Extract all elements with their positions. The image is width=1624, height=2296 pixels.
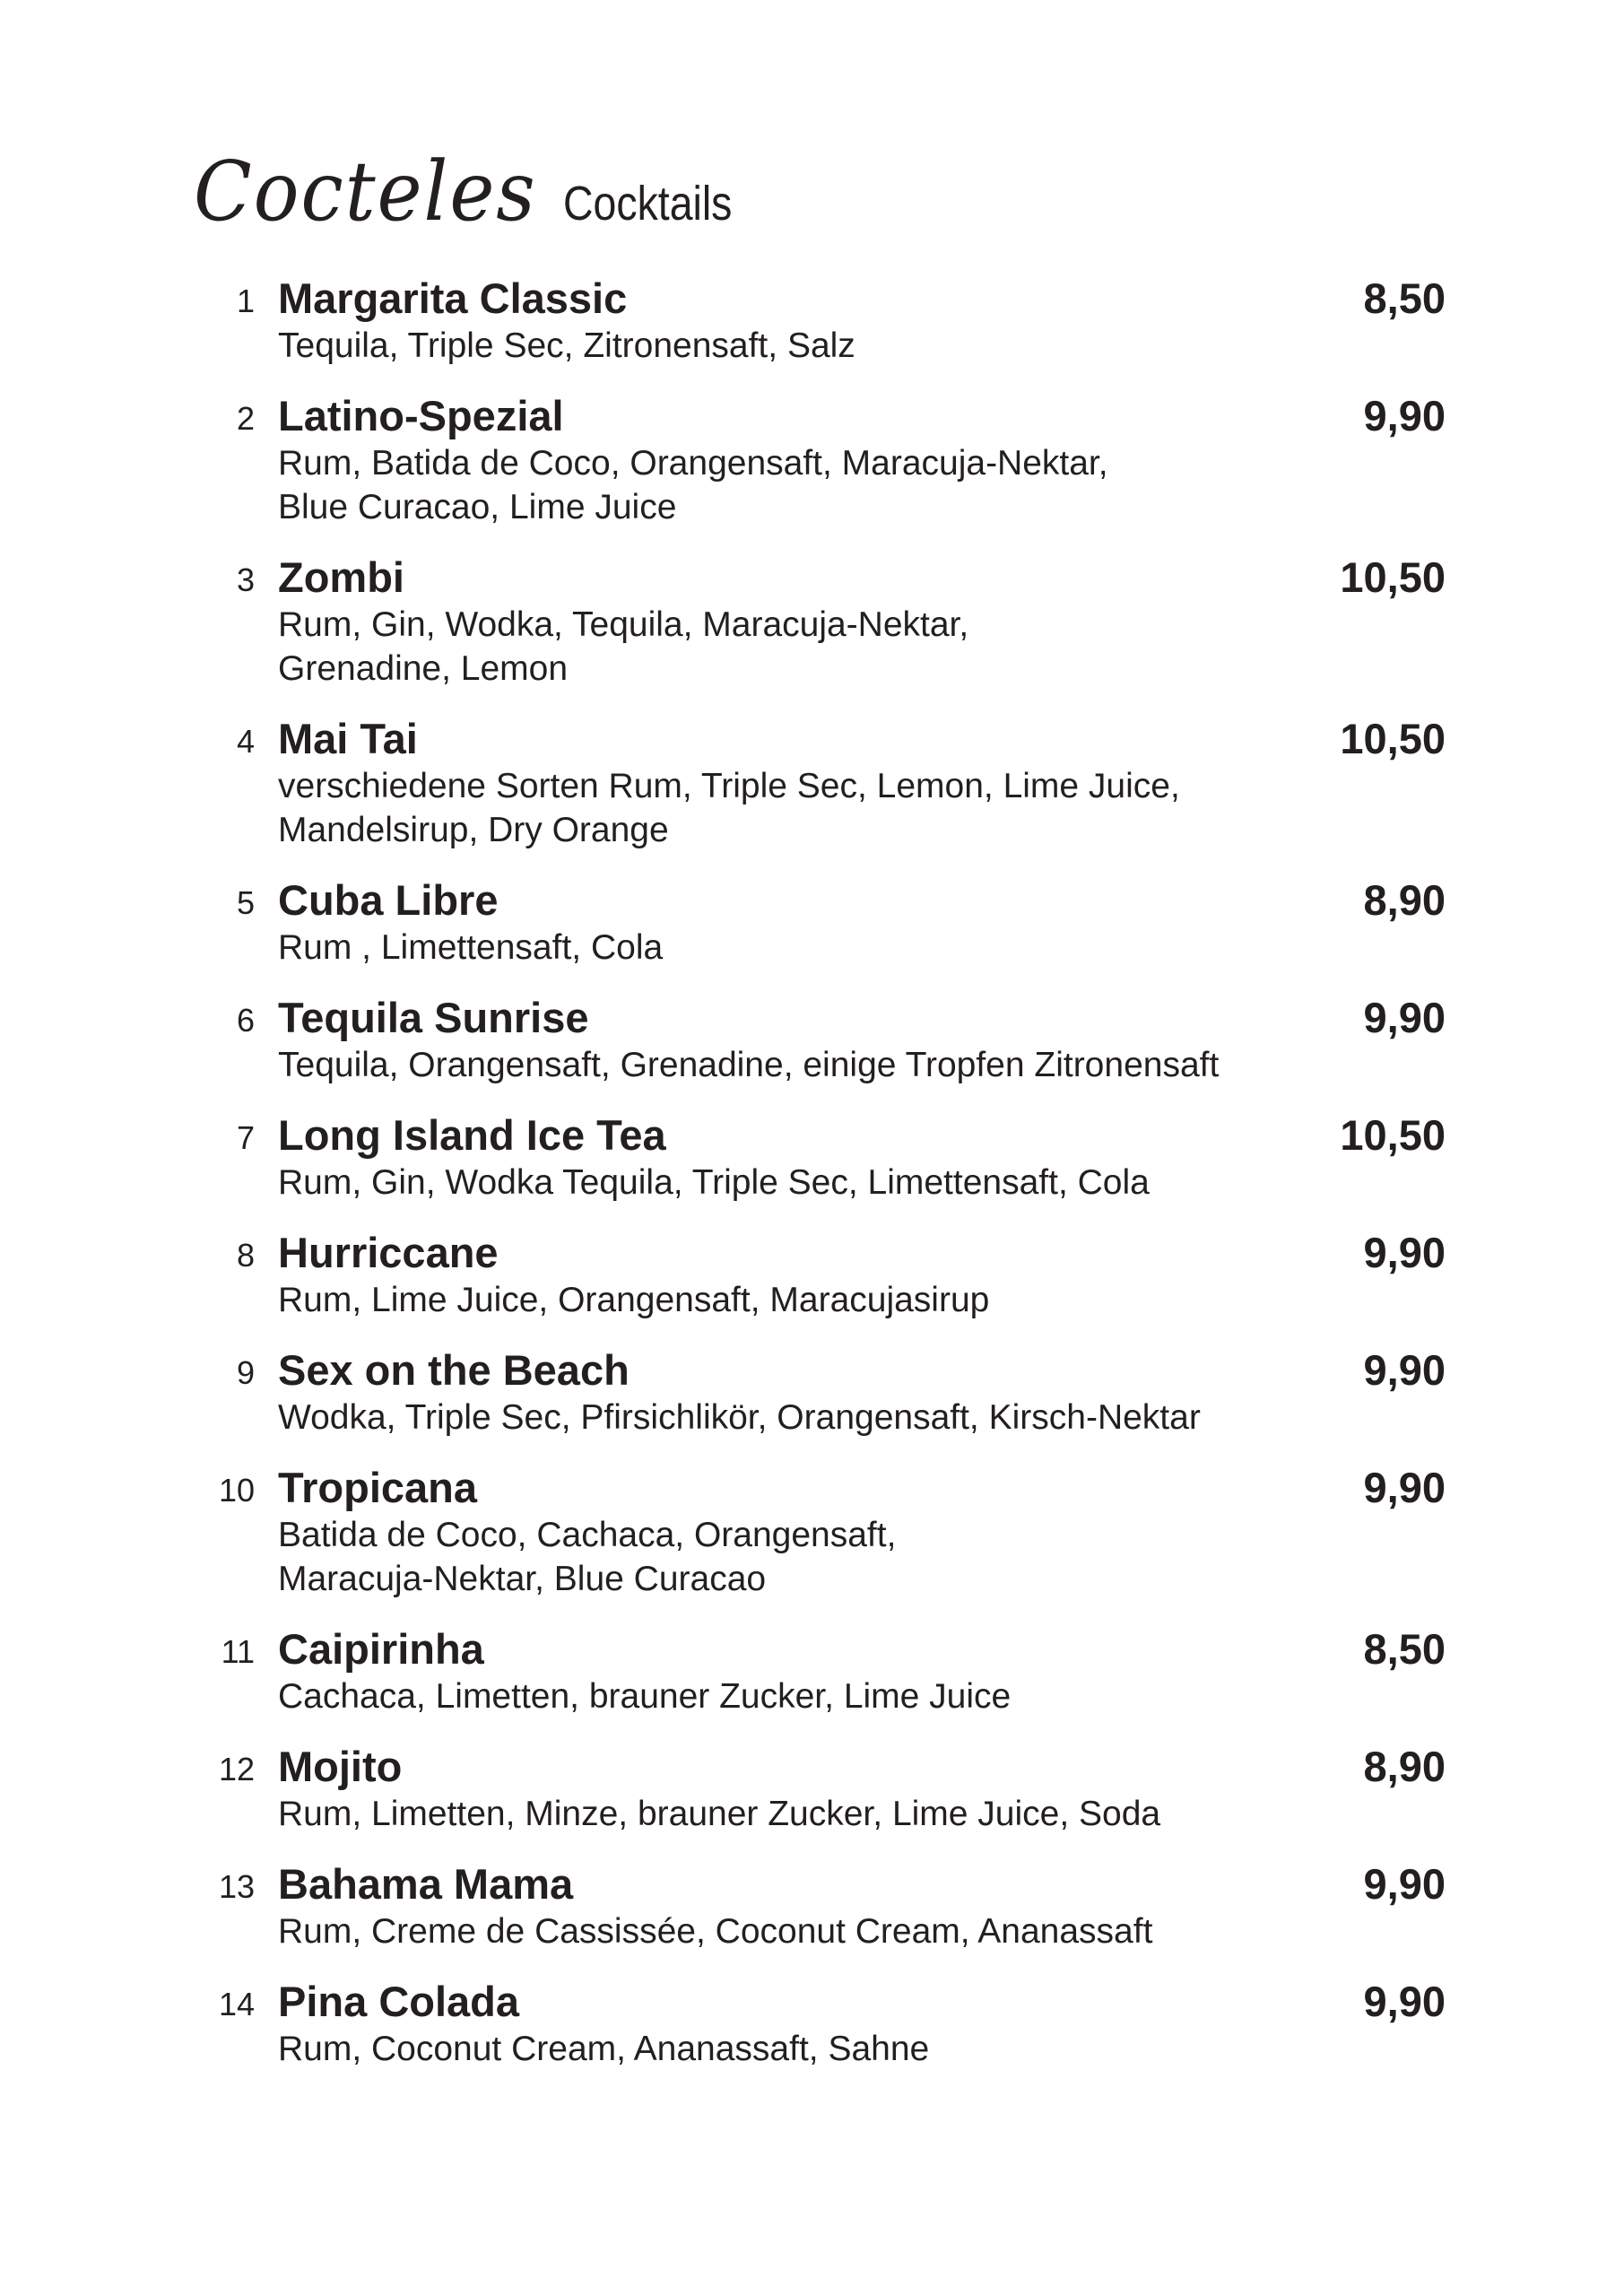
item-description: Rum, Limetten, Minze, brauner Zucker, Lime Juice, Soda	[278, 1795, 1161, 1833]
item-description: Tequila, Triple Sec, Zitronensaft, Salz	[278, 326, 855, 365]
menu-item	[208, 390, 1446, 529]
menu-item	[208, 273, 1446, 368]
item-name: Margarita Classic	[278, 274, 628, 322]
item-name: Mai Tai	[278, 715, 418, 762]
menu-heading	[194, 144, 760, 239]
item-name: Bahama Mama	[278, 1860, 574, 1908]
item-name: Tropicana	[278, 1464, 478, 1511]
cocktail-list	[208, 273, 1446, 2093]
menu-item	[208, 1344, 1446, 1439]
item-price: 9,90	[1363, 1978, 1446, 2025]
item-price: 9,90	[1363, 1464, 1446, 1511]
item-description: Rum, Lime Juice, Orangensaft, Maracujasirup	[278, 1281, 990, 1319]
item-price: 9,90	[1363, 1229, 1446, 1276]
item-description: Rum, Gin, Wodka, Tequila, Maracuja-Nektar, Grenadine, Lemon	[278, 605, 969, 688]
item-number: 5	[236, 884, 255, 921]
item-number: 10	[218, 1472, 255, 1509]
menu-item	[208, 713, 1446, 852]
item-price: 9,90	[1363, 1860, 1446, 1908]
menu-item	[208, 1462, 1446, 1601]
menu-item	[208, 1976, 1446, 2071]
item-price: 10,50	[1340, 1111, 1446, 1159]
item-description: verschiedene Sorten Rum, Triple Sec, Lemon, Lime Juice, Mandelsirup, Dry Orange	[278, 767, 1180, 849]
item-price: 9,90	[1363, 994, 1446, 1041]
item-number: 13	[218, 1868, 255, 1905]
item-number: 9	[236, 1354, 255, 1391]
item-description: Rum, Coconut Cream, Ananassaft, Sahne	[278, 2030, 930, 2068]
item-price: 9,90	[1363, 1346, 1446, 1394]
item-number: 8	[236, 1237, 255, 1274]
item-price: 8,50	[1363, 274, 1446, 322]
item-number: 2	[236, 400, 255, 437]
item-name: Cuba Libre	[278, 876, 499, 924]
script-title: Cocteles	[194, 144, 537, 239]
item-description: Rum, Creme de Cassissée, Coconut Cream, Ananassaft	[278, 1912, 1153, 1951]
item-name: Mojito	[278, 1743, 403, 1790]
item-name: Hurriccane	[278, 1229, 499, 1276]
item-price: 10,50	[1340, 553, 1446, 601]
item-description: Rum, Batida de Coco, Orangensaft, Maracuja-Nektar, Blue Curacao, Lime Juice	[278, 444, 1108, 526]
item-name: Sex on the Beach	[278, 1346, 630, 1394]
item-name: Latino-Spezial	[278, 392, 564, 439]
item-description: Rum, Gin, Wodka Tequila, Triple Sec, Limettensaft, Cola	[278, 1163, 1150, 1202]
item-number: 7	[236, 1119, 255, 1156]
item-name: Long Island Ice Tea	[278, 1111, 666, 1159]
item-description: Cachaca, Limetten, brauner Zucker, Lime Juice	[278, 1677, 1012, 1716]
item-name: Tequila Sunrise	[278, 994, 589, 1041]
item-description: Batida de Coco, Cachaca, Orangensaft, Maracuja-Nektar, Blue Curacao	[278, 1516, 897, 1598]
item-description: Rum , Limettensaft, Cola	[278, 928, 664, 967]
item-number: 1	[236, 283, 255, 319]
item-price: 10,50	[1340, 715, 1446, 762]
menu-item	[208, 1623, 1446, 1718]
item-price: 8,90	[1363, 876, 1446, 924]
item-description: Wodka, Triple Sec, Pfirsichlikör, Orangensaft, Kirsch-Nektar	[278, 1398, 1201, 1437]
item-price: 8,90	[1363, 1743, 1446, 1790]
section-title: Cocktails	[563, 177, 733, 230]
item-number: 4	[236, 723, 255, 760]
item-description: Tequila, Orangensaft, Grenadine, einige Tropfen Zitronensaft	[278, 1046, 1220, 1084]
menu-item	[208, 874, 1446, 970]
item-number: 12	[218, 1751, 255, 1787]
item-price: 8,50	[1363, 1625, 1446, 1673]
item-number: 6	[236, 1002, 255, 1039]
item-name: Caipirinha	[278, 1625, 484, 1673]
menu-item	[208, 552, 1446, 691]
item-number: 14	[218, 1986, 255, 2022]
menu-item	[208, 1858, 1446, 1953]
item-price: 9,90	[1363, 392, 1446, 439]
item-number: 11	[221, 1633, 255, 1670]
menu-item	[208, 992, 1446, 1087]
menu-item	[208, 1741, 1446, 1836]
item-name: Zombi	[278, 553, 404, 601]
menu-item	[208, 1227, 1446, 1322]
item-number: 3	[236, 561, 255, 598]
menu-item	[208, 1109, 1446, 1205]
item-name: Pina Colada	[278, 1978, 520, 2025]
